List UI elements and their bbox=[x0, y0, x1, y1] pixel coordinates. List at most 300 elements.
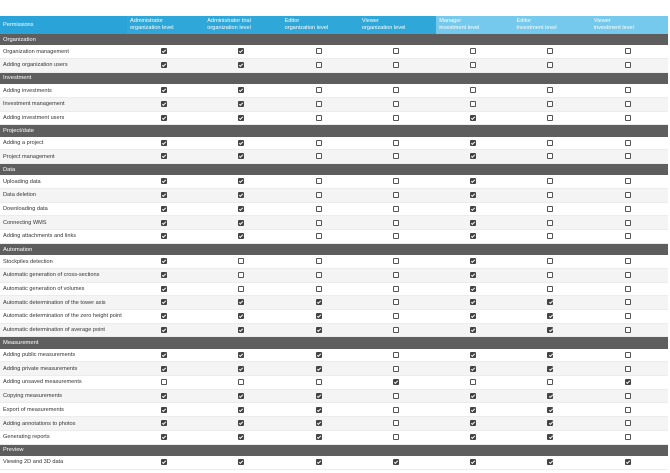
checkbox-cell bbox=[436, 282, 513, 296]
checkbox-checked[interactable] bbox=[470, 140, 476, 146]
checkbox-checked[interactable] bbox=[161, 434, 167, 440]
checkbox-cell bbox=[282, 282, 359, 296]
checkbox-unchecked[interactable] bbox=[625, 272, 631, 278]
checkbox-cell bbox=[359, 189, 436, 203]
checkbox-cell bbox=[282, 389, 359, 403]
checkbox-checked[interactable] bbox=[470, 153, 476, 159]
checkbox-checked[interactable] bbox=[470, 420, 476, 426]
table-row bbox=[0, 282, 668, 296]
checkbox-cell bbox=[591, 230, 668, 244]
checkbox-checked[interactable] bbox=[470, 434, 476, 440]
checkbox-cell bbox=[591, 403, 668, 417]
table-row bbox=[0, 255, 668, 268]
checkbox-checked[interactable] bbox=[238, 366, 244, 372]
checkbox-checked[interactable] bbox=[238, 87, 244, 93]
checkbox-unchecked[interactable] bbox=[393, 153, 399, 159]
checkbox-unchecked[interactable] bbox=[393, 286, 399, 292]
checkbox-checked[interactable] bbox=[161, 87, 167, 93]
checkbox-cell bbox=[513, 202, 590, 216]
checkbox-unchecked[interactable] bbox=[316, 178, 322, 184]
checkbox-unchecked[interactable] bbox=[625, 352, 631, 358]
checkbox-unchecked[interactable] bbox=[547, 258, 553, 264]
checkbox-cell bbox=[204, 111, 281, 125]
checkbox-checked[interactable] bbox=[316, 327, 322, 333]
checkbox-unchecked[interactable] bbox=[393, 299, 399, 305]
checkbox-checked[interactable] bbox=[470, 327, 476, 333]
checkbox-cell bbox=[591, 456, 668, 469]
checkbox-unchecked[interactable] bbox=[393, 434, 399, 440]
table-row bbox=[0, 189, 668, 203]
table-row bbox=[0, 430, 668, 444]
checkbox-unchecked[interactable] bbox=[393, 48, 399, 54]
table-row bbox=[0, 417, 668, 431]
checkbox-cell bbox=[359, 59, 436, 73]
checkbox-unchecked[interactable] bbox=[470, 87, 476, 93]
table-row bbox=[0, 389, 668, 403]
checkbox-unchecked[interactable] bbox=[547, 48, 553, 54]
checkbox-unchecked[interactable] bbox=[316, 258, 322, 264]
checkbox-checked[interactable] bbox=[316, 407, 322, 413]
checkbox-cell bbox=[204, 175, 281, 188]
checkbox-unchecked[interactable] bbox=[547, 233, 553, 239]
table-row bbox=[0, 456, 668, 469]
table-row bbox=[0, 84, 668, 97]
checkbox-checked[interactable] bbox=[238, 101, 244, 107]
checkbox-unchecked[interactable] bbox=[547, 220, 553, 226]
checkbox-checked[interactable] bbox=[238, 206, 244, 212]
checkbox-checked[interactable] bbox=[470, 272, 476, 278]
checkbox-checked[interactable] bbox=[238, 407, 244, 413]
checkbox-checked[interactable] bbox=[470, 407, 476, 413]
checkbox-unchecked[interactable] bbox=[316, 233, 322, 239]
checkbox-cell bbox=[436, 111, 513, 125]
checkbox-checked[interactable] bbox=[161, 220, 167, 226]
checkbox-checked[interactable] bbox=[238, 313, 244, 319]
checkbox-checked[interactable] bbox=[470, 192, 476, 198]
permission-label: Downloading data bbox=[0, 202, 127, 216]
checkbox-cell bbox=[127, 216, 204, 230]
checkbox-unchecked[interactable] bbox=[625, 327, 631, 333]
checkbox-checked[interactable] bbox=[161, 258, 167, 264]
checkbox-unchecked[interactable] bbox=[625, 115, 631, 121]
checkbox-checked[interactable] bbox=[547, 434, 553, 440]
checkbox-unchecked[interactable] bbox=[470, 101, 476, 107]
checkbox-cell bbox=[204, 362, 281, 376]
checkbox-unchecked[interactable] bbox=[547, 62, 553, 68]
checkbox-cell bbox=[127, 175, 204, 188]
checkbox-checked[interactable] bbox=[161, 206, 167, 212]
checkbox-checked[interactable] bbox=[161, 327, 167, 333]
checkbox-unchecked[interactable] bbox=[547, 192, 553, 198]
checkbox-cell bbox=[436, 175, 513, 188]
checkbox-unchecked[interactable] bbox=[547, 206, 553, 212]
checkbox-cell bbox=[436, 84, 513, 97]
checkbox-cell bbox=[513, 45, 590, 58]
checkbox-cell bbox=[513, 403, 590, 417]
checkbox-unchecked[interactable] bbox=[316, 153, 322, 159]
checkbox-unchecked[interactable] bbox=[547, 115, 553, 121]
checkbox-unchecked[interactable] bbox=[393, 206, 399, 212]
checkbox-cell bbox=[436, 456, 513, 469]
permission-label: Stockpiles detection bbox=[0, 255, 127, 268]
checkbox-cell bbox=[282, 323, 359, 337]
checkbox-cell bbox=[513, 296, 590, 310]
checkbox-cell bbox=[359, 202, 436, 216]
permission-label: Adding investment users bbox=[0, 111, 127, 125]
checkbox-unchecked[interactable] bbox=[625, 140, 631, 146]
checkbox-cell bbox=[359, 376, 436, 390]
checkbox-unchecked[interactable] bbox=[625, 233, 631, 239]
checkbox-cell bbox=[513, 349, 590, 362]
checkbox-checked[interactable] bbox=[238, 115, 244, 121]
checkbox-checked[interactable] bbox=[161, 192, 167, 198]
checkbox-unchecked[interactable] bbox=[316, 220, 322, 226]
permission-label: Project management bbox=[0, 150, 127, 164]
checkbox-cell bbox=[513, 216, 590, 230]
checkbox-checked[interactable] bbox=[547, 366, 553, 372]
checkbox-checked[interactable] bbox=[161, 313, 167, 319]
checkbox-checked[interactable] bbox=[316, 420, 322, 426]
checkbox-cell bbox=[127, 255, 204, 268]
checkbox-unchecked[interactable] bbox=[625, 62, 631, 68]
checkbox-checked[interactable] bbox=[238, 153, 244, 159]
checkbox-cell bbox=[282, 255, 359, 268]
checkbox-unchecked[interactable] bbox=[238, 286, 244, 292]
checkbox-checked[interactable] bbox=[238, 178, 244, 184]
checkbox-checked[interactable] bbox=[547, 393, 553, 399]
checkbox-cell bbox=[127, 45, 204, 58]
checkbox-checked[interactable] bbox=[547, 299, 553, 305]
checkbox-cell bbox=[436, 349, 513, 362]
checkbox-cell bbox=[591, 84, 668, 97]
checkbox-checked[interactable] bbox=[470, 459, 476, 465]
checkbox-cell bbox=[282, 349, 359, 362]
checkbox-checked[interactable] bbox=[161, 115, 167, 121]
checkbox-checked[interactable] bbox=[470, 366, 476, 372]
checkbox-cell bbox=[204, 389, 281, 403]
checkbox-unchecked[interactable] bbox=[393, 272, 399, 278]
checkbox-unchecked[interactable] bbox=[238, 379, 244, 385]
checkbox-unchecked[interactable] bbox=[393, 62, 399, 68]
checkbox-cell bbox=[282, 202, 359, 216]
checkbox-cell bbox=[436, 189, 513, 203]
checkbox-cell bbox=[359, 403, 436, 417]
checkbox-unchecked[interactable] bbox=[316, 62, 322, 68]
checkbox-unchecked[interactable] bbox=[625, 101, 631, 107]
permission-label: Adding attachments and links bbox=[0, 230, 127, 244]
checkbox-checked[interactable] bbox=[161, 140, 167, 146]
checkbox-cell bbox=[591, 255, 668, 268]
checkbox-unchecked[interactable] bbox=[316, 115, 322, 121]
checkbox-unchecked[interactable] bbox=[393, 366, 399, 372]
checkbox-cell bbox=[204, 216, 281, 230]
checkbox-checked[interactable] bbox=[547, 407, 553, 413]
checkbox-checked[interactable] bbox=[393, 459, 399, 465]
checkbox-unchecked[interactable] bbox=[161, 379, 167, 385]
checkbox-unchecked[interactable] bbox=[625, 87, 631, 93]
checkbox-cell bbox=[282, 59, 359, 73]
checkbox-cell bbox=[436, 202, 513, 216]
checkbox-checked[interactable] bbox=[161, 62, 167, 68]
checkbox-cell bbox=[591, 362, 668, 376]
checkbox-unchecked[interactable] bbox=[470, 62, 476, 68]
checkbox-cell bbox=[359, 430, 436, 444]
checkbox-checked[interactable] bbox=[161, 420, 167, 426]
checkbox-checked[interactable] bbox=[161, 393, 167, 399]
checkbox-checked[interactable] bbox=[625, 459, 631, 465]
checkbox-cell bbox=[359, 296, 436, 310]
checkbox-checked[interactable] bbox=[161, 48, 167, 54]
checkbox-unchecked[interactable] bbox=[393, 87, 399, 93]
checkbox-checked[interactable] bbox=[161, 178, 167, 184]
checkbox-unchecked[interactable] bbox=[625, 407, 631, 413]
checkbox-checked[interactable] bbox=[470, 220, 476, 226]
table-row bbox=[0, 216, 668, 230]
checkbox-cell bbox=[204, 137, 281, 150]
checkbox-checked[interactable] bbox=[238, 140, 244, 146]
permission-label: Organization management bbox=[0, 45, 127, 58]
checkbox-unchecked[interactable] bbox=[547, 153, 553, 159]
checkbox-cell bbox=[282, 309, 359, 323]
checkbox-unchecked[interactable] bbox=[393, 220, 399, 226]
checkbox-unchecked[interactable] bbox=[316, 87, 322, 93]
table-row bbox=[0, 45, 668, 58]
column-header-viewer-org: Viewer organization level bbox=[359, 16, 436, 34]
checkbox-unchecked[interactable] bbox=[547, 286, 553, 292]
checkbox-checked[interactable] bbox=[316, 366, 322, 372]
checkbox-checked[interactable] bbox=[316, 459, 322, 465]
checkbox-checked[interactable] bbox=[547, 352, 553, 358]
checkbox-checked[interactable] bbox=[470, 258, 476, 264]
permission-label: Viewing 2D and 3D data bbox=[0, 456, 127, 469]
checkbox-unchecked[interactable] bbox=[316, 286, 322, 292]
checkbox-cell bbox=[591, 417, 668, 431]
checkbox-cell bbox=[204, 268, 281, 282]
checkbox-checked[interactable] bbox=[161, 459, 167, 465]
checkbox-unchecked[interactable] bbox=[625, 178, 631, 184]
checkbox-cell bbox=[436, 309, 513, 323]
table-row bbox=[0, 202, 668, 216]
checkbox-unchecked[interactable] bbox=[470, 48, 476, 54]
permission-label: Automatic generation of volumes bbox=[0, 282, 127, 296]
checkbox-cell bbox=[127, 230, 204, 244]
checkbox-checked[interactable] bbox=[625, 379, 631, 385]
checkbox-checked[interactable] bbox=[238, 434, 244, 440]
checkbox-checked[interactable] bbox=[470, 233, 476, 239]
checkbox-checked[interactable] bbox=[238, 62, 244, 68]
checkbox-cell bbox=[204, 282, 281, 296]
checkbox-cell bbox=[127, 59, 204, 73]
checkbox-cell bbox=[204, 255, 281, 268]
checkbox-unchecked[interactable] bbox=[393, 327, 399, 333]
permission-label: Generating reports bbox=[0, 430, 127, 444]
checkbox-checked[interactable] bbox=[393, 379, 399, 385]
column-header-admin-org: Administrator organization level bbox=[127, 16, 204, 34]
checkbox-checked[interactable] bbox=[547, 327, 553, 333]
checkbox-cell bbox=[359, 175, 436, 188]
checkbox-cell bbox=[591, 59, 668, 73]
checkbox-unchecked[interactable] bbox=[316, 48, 322, 54]
checkbox-checked[interactable] bbox=[470, 206, 476, 212]
checkbox-unchecked[interactable] bbox=[316, 206, 322, 212]
checkbox-unchecked[interactable] bbox=[393, 178, 399, 184]
checkbox-checked[interactable] bbox=[547, 420, 553, 426]
checkbox-unchecked[interactable] bbox=[238, 258, 244, 264]
checkbox-checked[interactable] bbox=[161, 352, 167, 358]
table-row bbox=[0, 403, 668, 417]
checkbox-cell bbox=[282, 150, 359, 164]
checkbox-unchecked[interactable] bbox=[316, 192, 322, 198]
permission-label: Adding investments bbox=[0, 84, 127, 97]
checkbox-unchecked[interactable] bbox=[625, 393, 631, 399]
checkbox-checked[interactable] bbox=[161, 366, 167, 372]
permission-label: Adding annotations to photos bbox=[0, 417, 127, 431]
checkbox-unchecked[interactable] bbox=[393, 192, 399, 198]
checkbox-cell bbox=[282, 362, 359, 376]
checkbox-unchecked[interactable] bbox=[625, 220, 631, 226]
checkbox-cell bbox=[436, 323, 513, 337]
checkbox-checked[interactable] bbox=[547, 459, 553, 465]
checkbox-unchecked[interactable] bbox=[625, 192, 631, 198]
table-body bbox=[0, 34, 668, 469]
checkbox-unchecked[interactable] bbox=[316, 379, 322, 385]
checkbox-cell bbox=[127, 84, 204, 97]
checkbox-unchecked[interactable] bbox=[547, 87, 553, 93]
checkbox-checked[interactable] bbox=[238, 459, 244, 465]
checkbox-checked[interactable] bbox=[316, 434, 322, 440]
checkbox-checked[interactable] bbox=[161, 101, 167, 107]
checkbox-cell bbox=[591, 150, 668, 164]
checkbox-unchecked[interactable] bbox=[393, 420, 399, 426]
checkbox-cell bbox=[591, 349, 668, 362]
column-header-admin-trial-org: Administrator trial organization level bbox=[204, 16, 281, 34]
checkbox-cell bbox=[204, 403, 281, 417]
checkbox-unchecked[interactable] bbox=[547, 379, 553, 385]
checkbox-unchecked[interactable] bbox=[316, 101, 322, 107]
checkbox-checked[interactable] bbox=[161, 299, 167, 305]
checkbox-unchecked[interactable] bbox=[625, 313, 631, 319]
table-row bbox=[0, 111, 668, 125]
checkbox-cell bbox=[359, 45, 436, 58]
checkbox-unchecked[interactable] bbox=[393, 115, 399, 121]
checkbox-cell bbox=[282, 230, 359, 244]
table-row bbox=[0, 362, 668, 376]
checkbox-unchecked[interactable] bbox=[393, 258, 399, 264]
checkbox-checked[interactable] bbox=[316, 393, 322, 399]
column-header-editor-inv: Editor investment level bbox=[513, 16, 590, 34]
checkbox-checked[interactable] bbox=[161, 407, 167, 413]
checkbox-unchecked[interactable] bbox=[625, 299, 631, 305]
checkbox-unchecked[interactable] bbox=[547, 101, 553, 107]
checkbox-unchecked[interactable] bbox=[625, 258, 631, 264]
checkbox-checked[interactable] bbox=[470, 178, 476, 184]
checkbox-checked[interactable] bbox=[238, 233, 244, 239]
checkbox-unchecked[interactable] bbox=[393, 352, 399, 358]
column-header-manager-inv: Manager investment level bbox=[436, 16, 513, 34]
permission-label: Investment management bbox=[0, 97, 127, 111]
checkbox-checked[interactable] bbox=[316, 299, 322, 305]
checkbox-cell bbox=[513, 282, 590, 296]
section-header bbox=[0, 125, 668, 137]
checkbox-checked[interactable] bbox=[238, 220, 244, 226]
checkbox-cell bbox=[436, 150, 513, 164]
checkbox-cell bbox=[436, 59, 513, 73]
checkbox-checked[interactable] bbox=[161, 233, 167, 239]
checkbox-checked[interactable] bbox=[470, 286, 476, 292]
checkbox-checked[interactable] bbox=[238, 327, 244, 333]
checkbox-cell bbox=[282, 417, 359, 431]
checkbox-unchecked[interactable] bbox=[625, 48, 631, 54]
checkbox-unchecked[interactable] bbox=[625, 366, 631, 372]
checkbox-cell bbox=[591, 175, 668, 188]
checkbox-unchecked[interactable] bbox=[470, 379, 476, 385]
checkbox-unchecked[interactable] bbox=[393, 407, 399, 413]
checkbox-unchecked[interactable] bbox=[625, 434, 631, 440]
checkbox-unchecked[interactable] bbox=[316, 140, 322, 146]
checkbox-unchecked[interactable] bbox=[393, 233, 399, 239]
permissions-table bbox=[0, 16, 668, 470]
checkbox-cell bbox=[513, 230, 590, 244]
checkbox-unchecked[interactable] bbox=[547, 140, 553, 146]
checkbox-unchecked[interactable] bbox=[238, 272, 244, 278]
checkbox-cell bbox=[127, 389, 204, 403]
checkbox-unchecked[interactable] bbox=[547, 178, 553, 184]
checkbox-unchecked[interactable] bbox=[393, 313, 399, 319]
checkbox-checked[interactable] bbox=[161, 272, 167, 278]
checkbox-checked[interactable] bbox=[470, 352, 476, 358]
checkbox-checked[interactable] bbox=[238, 393, 244, 399]
checkbox-unchecked[interactable] bbox=[316, 272, 322, 278]
checkbox-checked[interactable] bbox=[316, 352, 322, 358]
table-row bbox=[0, 296, 668, 310]
checkbox-unchecked[interactable] bbox=[625, 153, 631, 159]
checkbox-unchecked[interactable] bbox=[393, 101, 399, 107]
checkbox-unchecked[interactable] bbox=[625, 420, 631, 426]
checkbox-checked[interactable] bbox=[238, 420, 244, 426]
permission-label: Copying measurements bbox=[0, 389, 127, 403]
checkbox-cell bbox=[204, 417, 281, 431]
checkbox-checked[interactable] bbox=[470, 313, 476, 319]
checkbox-checked[interactable] bbox=[470, 115, 476, 121]
checkbox-unchecked[interactable] bbox=[393, 393, 399, 399]
checkbox-cell bbox=[591, 389, 668, 403]
checkbox-checked[interactable] bbox=[238, 48, 244, 54]
checkbox-unchecked[interactable] bbox=[625, 206, 631, 212]
checkbox-checked[interactable] bbox=[238, 192, 244, 198]
checkbox-checked[interactable] bbox=[161, 286, 167, 292]
checkbox-cell bbox=[513, 362, 590, 376]
checkbox-cell bbox=[127, 430, 204, 444]
checkbox-checked[interactable] bbox=[161, 153, 167, 159]
checkbox-checked[interactable] bbox=[316, 313, 322, 319]
checkbox-checked[interactable] bbox=[470, 393, 476, 399]
checkbox-cell bbox=[282, 111, 359, 125]
checkbox-cell bbox=[359, 417, 436, 431]
checkbox-cell bbox=[204, 349, 281, 362]
section-title: Measurement bbox=[0, 337, 668, 349]
checkbox-cell bbox=[282, 189, 359, 203]
checkbox-unchecked[interactable] bbox=[547, 272, 553, 278]
checkbox-cell bbox=[359, 230, 436, 244]
checkbox-unchecked[interactable] bbox=[393, 140, 399, 146]
checkbox-cell bbox=[127, 189, 204, 203]
checkbox-checked[interactable] bbox=[238, 299, 244, 305]
checkbox-checked[interactable] bbox=[547, 313, 553, 319]
checkbox-unchecked[interactable] bbox=[625, 286, 631, 292]
checkbox-checked[interactable] bbox=[238, 352, 244, 358]
checkbox-checked[interactable] bbox=[470, 299, 476, 305]
checkbox-cell bbox=[359, 309, 436, 323]
